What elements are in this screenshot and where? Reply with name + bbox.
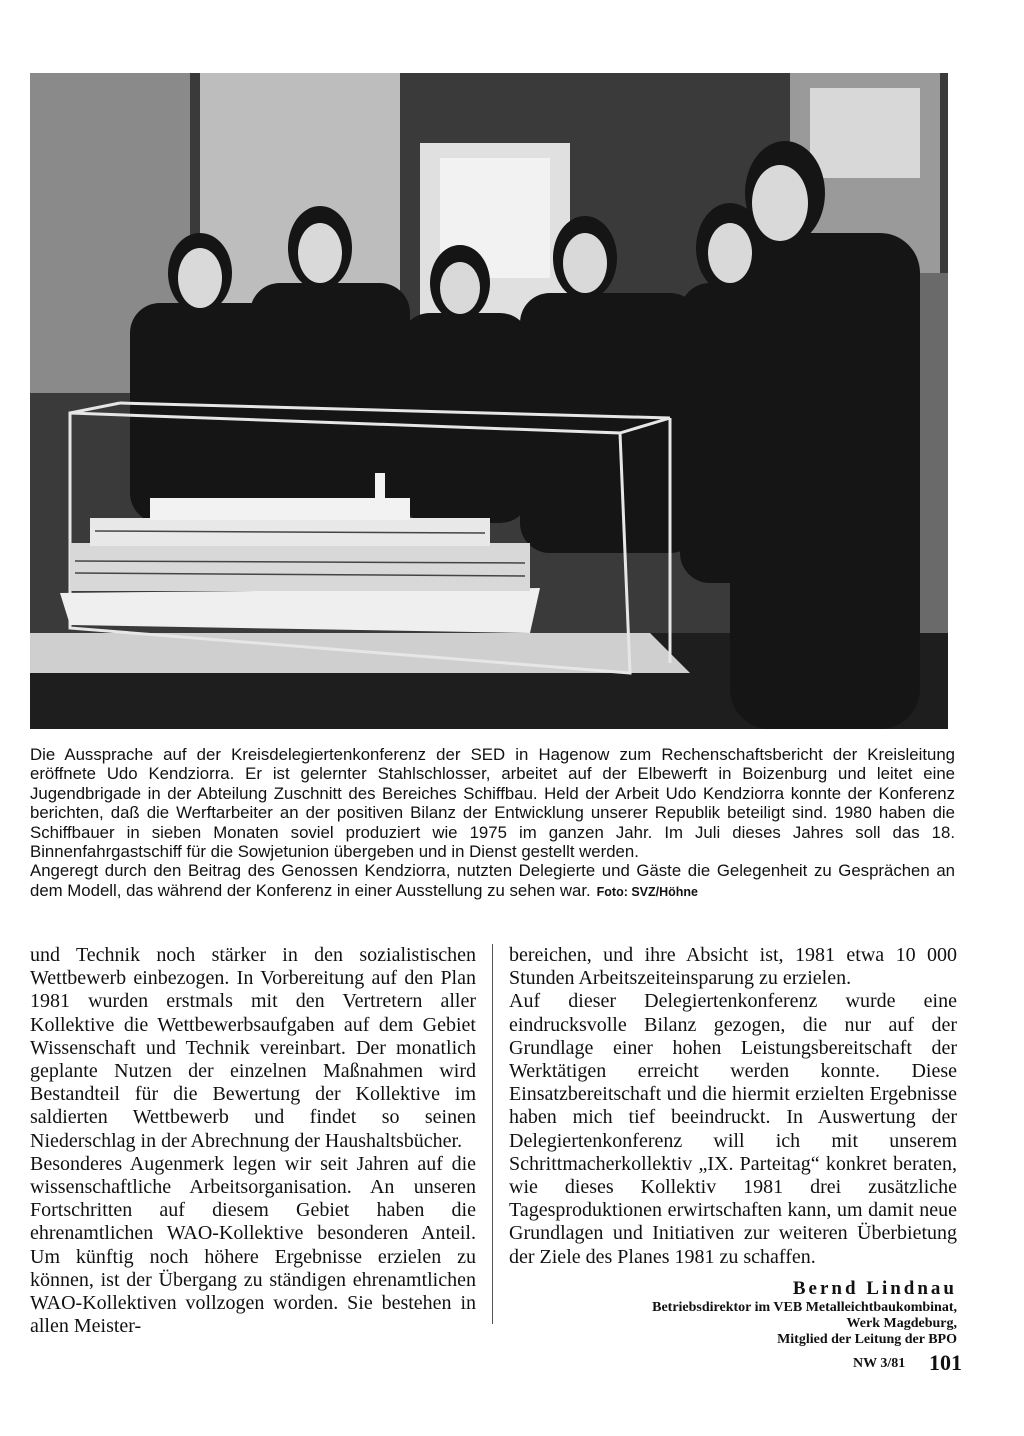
left-column (30, 944, 476, 1338)
right-column (509, 944, 957, 1348)
right-column-paragraph-1: bereichen, und ihre Absicht ist, 1981 etwa 10 000 Stunden Arbeitszeiteinsparung zu erzielen. (509, 944, 957, 990)
caption-paragraph-1: Die Aussprache auf der Kreisdelegiertenkonferenz der SED in Hagenow zum Rechenschaftsbericht der Kreisleitung eröffnete Udo Kendziorra. Er ist gelernter Stahlschlosser, arbeitet auf der Elbewerft in Boizenburg und leitet eine Jugendbrigade in der Abteilung Zuschnitt des Bereiches Schiffbau. Held der Arbeit Udo Kendziorra konnte der Konferenz berichten, daß die Werftarbeiter an der positiven Bilanz der Entwicklung unserer Republik beteiligt sind. 1980 haben die Schiffbauer in sieben Monaten soviel produziert wie 1975 im ganzen Jahr. Im Juli dieses Jahres soll das 18. Binnenfahrgastschiff für die Sowjetunion übergeben und in Dienst gestellt werden. (30, 745, 955, 862)
issue-label: NW 3/81 (853, 1356, 906, 1371)
left-column-paragraph-2: Besonderes Augenmerk legen wir seit Jahren auf die wissenschaftliche Arbeitsorganisation. An unseren Fortschritten auf diesem Gebiet haben die ehrenamtlichen WAO-Kollektive besonderen Anteil. Um künftig noch höhere Ergebnisse erzielen zu können, ist der Übergang zu ständigen ehrenamtlichen WAO-Kollektiven vollzogen worden. Sie bestehen in allen Meister- (30, 1152, 476, 1338)
caption-paragraph-2-text: Angeregt durch den Beitrag des Genossen Kendziorra, nutzten Delegierte und Gäste die Gelegenheit zu Gesprächen an dem Modell, das während der Konferenz in einer Ausstellung zu sehen war. (30, 861, 955, 900)
signature-block (509, 1277, 957, 1348)
author-title-2: Werk Magdeburg, (846, 1316, 957, 1332)
caption-paragraph-2 (30, 861, 955, 902)
author-name: Bernd Lindnau (792, 1277, 957, 1299)
author-title-1: Betriebsdirektor im VEB Metalleichtbaukombinat, (652, 1300, 957, 1316)
photo (30, 73, 948, 729)
page-number: 101 (929, 1350, 962, 1375)
photo-illustration (30, 73, 948, 729)
right-column-paragraph-2: Auf dieser Delegiertenkonferenz wurde eine eindrucksvolle Bilanz gezogen, die nur auf der Grundlage einer hohen Leistungsbereitschaft der Werktätigen erreicht werden konnte. Diese Einsatzbereitschaft und die hiermit erzielten Ergebnisse haben mich tief beeindruckt. In Auswertung der Delegiertenkonferenz will ich mit unserem Schrittmacherkollektiv „IX. Parteitag“ konkret beraten, wie dieses Kollektiv 1981 drei zusätzliche Tagesproduktionen erwirtschaften kann, um damit neue Grundlagen und Initiativen zur weiteren Überbietung der Ziele des Planes 1981 zu schaffen. (509, 990, 957, 1268)
author-title-3: Mitglied der Leitung der BPO (777, 1332, 957, 1348)
photo-caption (30, 745, 955, 902)
left-column-paragraph-1: und Technik noch stärker in den sozialistischen Wettbewerb einbezogen. In Vorbereitung auf den Plan 1981 wurden erstmals mit den Vertretern aller Kollektive die Wettbewerbsaufgaben auf dem Gebiet Wissenschaft und Technik vereinbart. Der monatlich geplante Nutzen der einzelnen Maßnahmen wird Bestandteil für die Bewertung der Kollektive im saldierten Wettbewerb und findet so seinen Niederschlag in der Abrechnung der Haushaltsbücher. (30, 944, 476, 1152)
photo-credit: Foto: SVZ/Höhne (596, 884, 699, 899)
column-divider (492, 944, 493, 1324)
